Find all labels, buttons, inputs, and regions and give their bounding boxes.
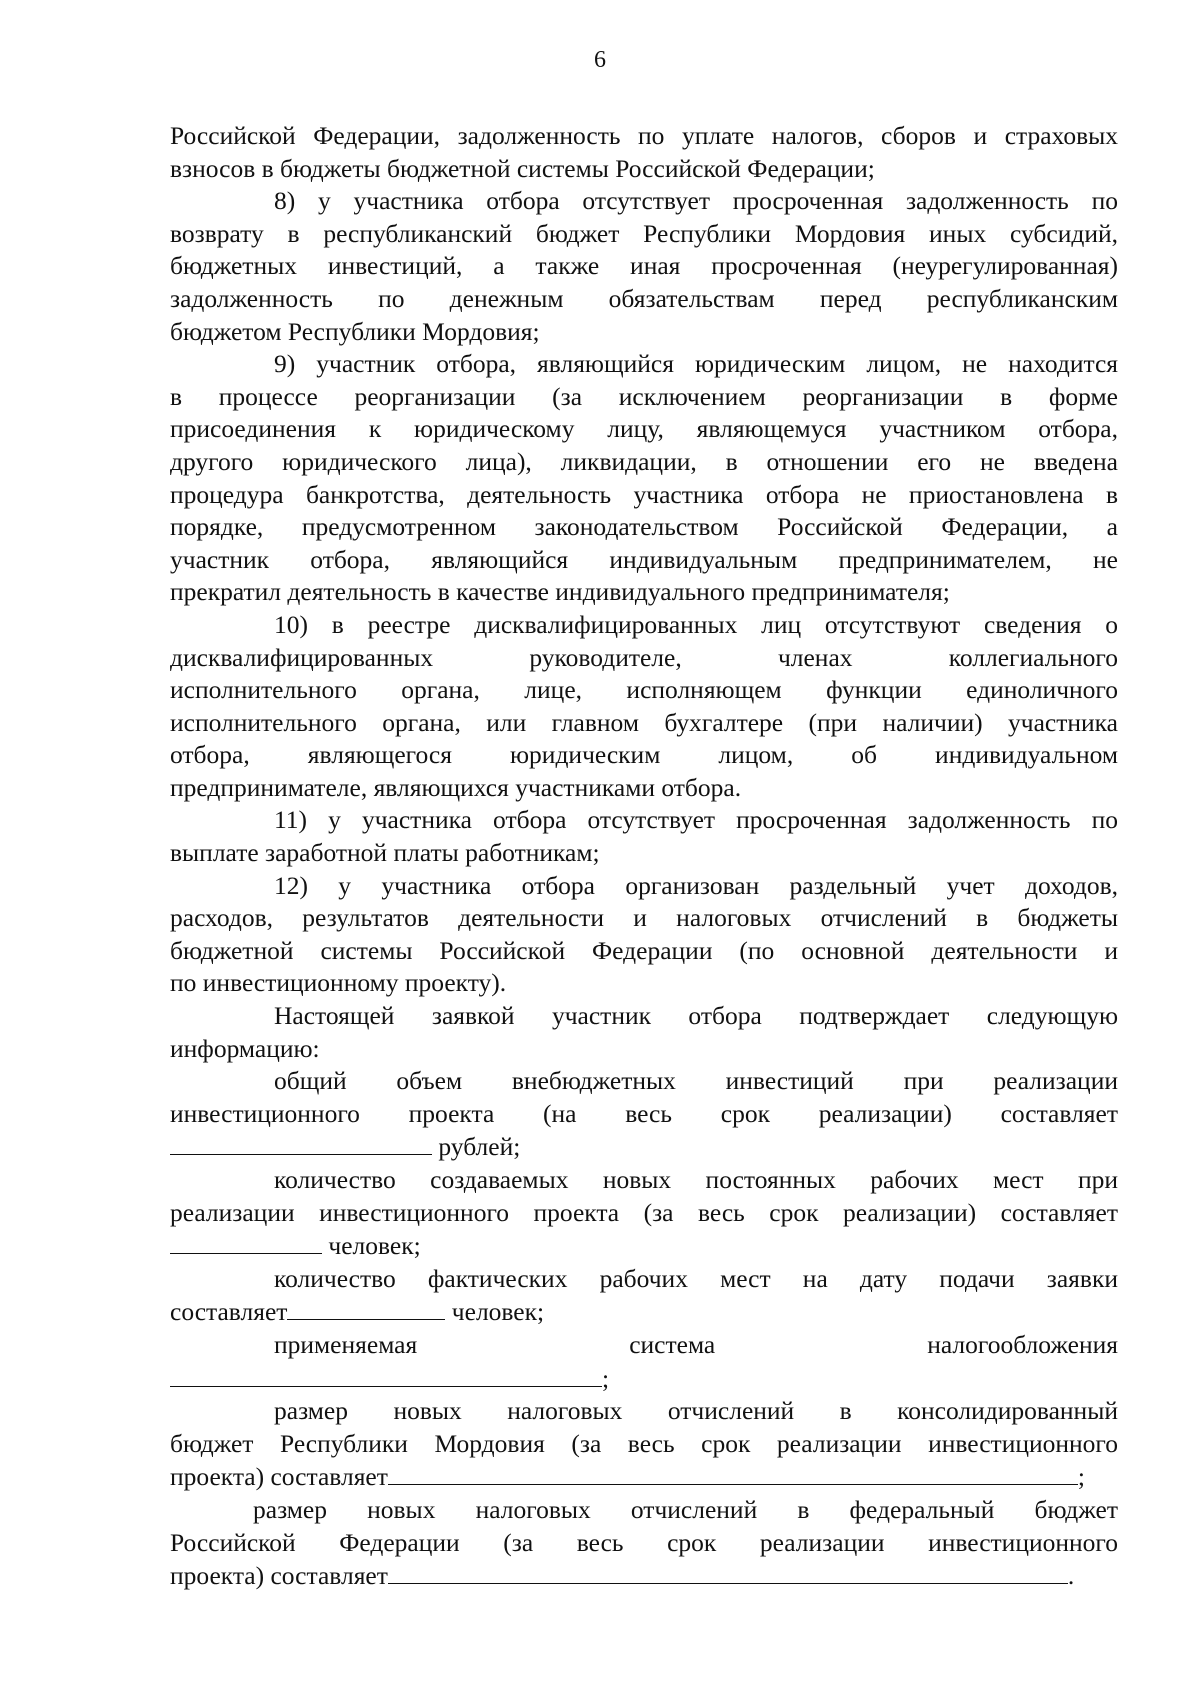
text-line: 9) участник отбора, являющийся юридическим лицом, не находится	[274, 349, 1118, 379]
field-tax-system	[170, 1329, 1118, 1395]
text-line: расходов, результатов деятельности и налоговых отчислений в бюджеты	[170, 903, 1118, 933]
text-line: 11) у участника отбора отсутствует просроченная задолженность по	[274, 805, 1118, 835]
text-fragment: составляет	[170, 1297, 288, 1327]
tax-system-blank[interactable]	[170, 1362, 602, 1387]
text-line: Настоящей заявкой участник отбора подтверждает следующую	[274, 1001, 1118, 1031]
text-line	[170, 1295, 1118, 1329]
text-line: присоединения к юридическому лицу, являющемуся участником отбора,	[170, 414, 1118, 444]
text-line: размер новых налоговых отчислений в консолидированный	[274, 1396, 1118, 1426]
text-line: Российской Федерации, задолженность по уплате налогов, сборов и страховых	[170, 121, 1118, 150]
field-new-jobs	[170, 1164, 1118, 1263]
text-line: порядке, предусмотренном законодательством Российской Федерации, а	[170, 512, 1118, 542]
text-line: другого юридического лица), ликвидации, в отношении его не введена	[170, 446, 1118, 476]
text-line: выплате заработной платы работникам;	[170, 838, 600, 868]
field-actual-jobs	[170, 1263, 1118, 1329]
paragraph-item-11	[170, 804, 1118, 869]
text-line: размер новых налоговых отчислений в федеральный бюджет	[253, 1494, 1118, 1524]
text-line: исполнительного органа, или главном бухгалтере (при наличии) участника	[170, 707, 1118, 737]
text-line: задолженность по денежным обязательствам перед республиканским	[170, 283, 1118, 313]
text-line: по инвестиционному проекту).	[170, 968, 507, 998]
paragraph-confirmation	[170, 1000, 1118, 1065]
paragraph-item-8	[170, 185, 1118, 348]
paragraph-item-9	[170, 348, 1118, 609]
field-federal-tax	[170, 1494, 1118, 1593]
document-body	[170, 120, 1118, 1593]
unit-label: человек;	[451, 1297, 545, 1327]
text-line: количество фактических рабочих мест на дату подачи заявки	[274, 1263, 1118, 1293]
text-line: исполнительного органа, лице, исполняющем функции единоличного	[170, 675, 1118, 705]
paragraph-continuation	[170, 120, 1118, 185]
text-line: инвестиционного проекта (на весь срок реализации) составляет	[170, 1098, 1118, 1128]
unit-label: рублей;	[438, 1132, 521, 1162]
new-jobs-blank[interactable]	[170, 1229, 322, 1254]
text-line: бюджетных инвестиций, а также иная просроченная (неурегулированная)	[170, 251, 1118, 281]
text-fragment: проекта) составляет	[170, 1561, 388, 1591]
text-line	[170, 1130, 1118, 1164]
text-fragment: ;	[602, 1363, 610, 1393]
text-line: общий объем внебюджетных инвестиций при реализации	[274, 1066, 1118, 1096]
text-line	[170, 1362, 1118, 1396]
text-line: в процессе реорганизации (за исключением реорганизации в форме	[170, 381, 1118, 411]
text-line: 12) у участника отбора организован раздельный учет доходов,	[274, 870, 1118, 900]
actual-jobs-blank[interactable]	[287, 1295, 445, 1320]
text-line: дисквалифицированных руководителе, членах коллегиального	[170, 642, 1118, 672]
text-line: прекратил деятельность в качестве индивидуального предпринимателя;	[170, 577, 950, 607]
text-line	[170, 1559, 1118, 1593]
text-line: отбора, являющегося юридическим лицом, об индивидуальном	[170, 740, 1118, 770]
field-investment-volume	[170, 1065, 1118, 1164]
text-line: 8) у участника отбора отсутствует просроченная задолженность по	[274, 186, 1118, 216]
text-line: бюджет Республики Мордовия (за весь срок реализации инвестиционного	[170, 1428, 1118, 1458]
text-line: возврату в республиканский бюджет Республики Мордовия иных субсидий,	[170, 218, 1118, 248]
field-regional-tax	[170, 1395, 1118, 1494]
text-line: предпринимателе, являющихся участниками отбора.	[170, 772, 742, 802]
regional-tax-blank[interactable]	[388, 1460, 1078, 1485]
text-fragment: .	[1067, 1561, 1075, 1591]
text-line: бюджетной системы Российской Федерации (по основной деятельности и	[170, 935, 1118, 965]
page-number: 6	[594, 47, 606, 73]
text-line: 10) в реестре дисквалифицированных лиц отсутствуют сведения о	[274, 609, 1118, 639]
text-line: применяемая система налогообложения	[274, 1329, 1118, 1359]
paragraph-item-12	[170, 870, 1118, 1000]
text-line: бюджетом Республики Мордовия;	[170, 316, 540, 346]
text-line: взносов в бюджеты бюджетной системы Российской Федерации;	[170, 153, 875, 183]
text-line: информацию:	[170, 1033, 320, 1063]
text-line	[170, 1229, 1118, 1263]
paragraph-item-10	[170, 609, 1118, 805]
text-fragment: проекта) составляет	[170, 1462, 388, 1492]
federal-tax-blank[interactable]	[388, 1559, 1068, 1584]
text-fragment: ;	[1077, 1462, 1085, 1492]
investment-amount-blank[interactable]	[170, 1130, 432, 1155]
text-line: количество создаваемых новых постоянных рабочих мест при	[274, 1165, 1118, 1194]
text-line	[170, 1460, 1118, 1494]
text-line: участник отбора, являющийся индивидуальным предпринимателем, не	[170, 544, 1118, 574]
text-line: процедура банкротства, деятельность участника отбора не приостановлена в	[170, 479, 1118, 509]
text-line: Российской Федерации (за весь срок реализации инвестиционного	[170, 1527, 1118, 1557]
text-line: реализации инвестиционного проекта (за весь срок реализации) составляет	[170, 1197, 1118, 1227]
unit-label: человек;	[328, 1231, 421, 1261]
